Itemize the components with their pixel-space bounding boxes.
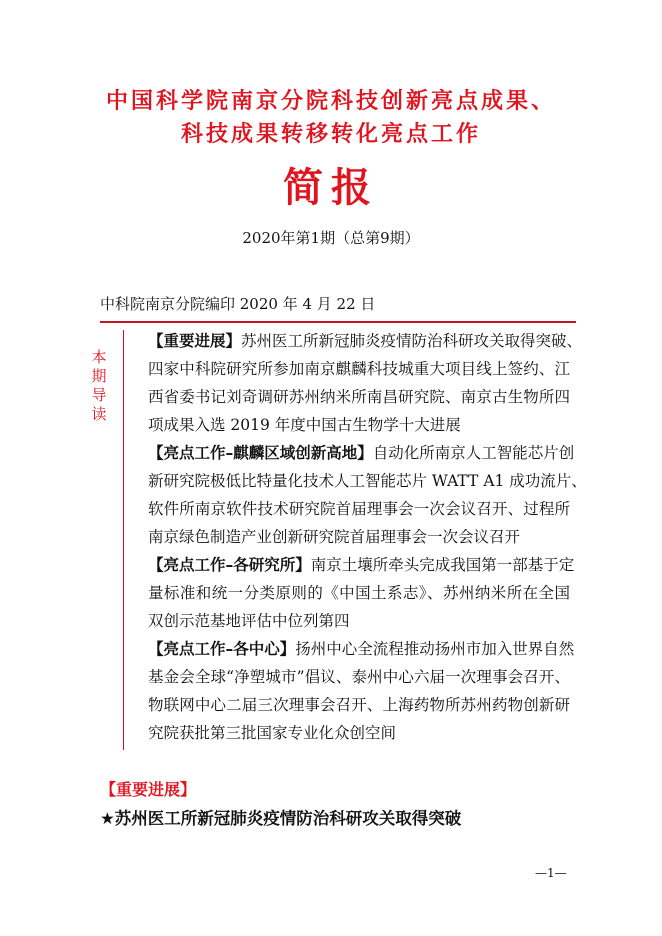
guide-vertical-rule <box>123 330 124 750</box>
section-heading: 【重要进展】 <box>100 780 197 799</box>
guide-char: 期 <box>91 367 107 385</box>
article-headline: ★苏州医工所新冠肺炎疫情防治科研攻关取得突破 <box>100 809 462 828</box>
toc-line: 南京绿色制造产业创新研究院首届理事会一次会议召开 <box>148 528 521 546</box>
page-number: —1— <box>535 866 567 880</box>
toc-line: 项成果入选 2019 年度中国古生物学十大进展 <box>148 416 461 434</box>
guide-label <box>91 348 107 424</box>
toc-label: 【亮点工作–各中心】 <box>148 640 296 658</box>
toc-label: 【亮点工作–各研究所】 <box>148 556 311 574</box>
toc-line: 究院获批第三批国家专业化众创空间 <box>148 724 397 742</box>
guide-char: 导 <box>91 386 107 404</box>
toc-entry <box>148 439 587 551</box>
toc-line: 苏州医工所新冠肺炎疫情防治科研攻关取得突破、 <box>241 332 583 350</box>
toc-line: 南京土壤所牵头完成我国第一部基于定 <box>310 556 575 574</box>
title-line-2: 科技成果转移转化亮点工作 <box>180 121 481 147</box>
toc-entry <box>148 635 575 747</box>
toc-entry <box>148 551 575 635</box>
toc-line: 双创示范基地评估中位列第四 <box>148 612 350 630</box>
guide-char: 读 <box>91 405 107 423</box>
toc-label: 【重要进展】 <box>148 332 242 350</box>
guide-char: 本 <box>91 348 107 366</box>
toc-line: 量标准和统一分类原则的《中国土系志》、苏州纳米所在全国 <box>148 584 570 602</box>
toc-line: 四家中科院研究所参加南京麒麟科技城重大项目线上签约、江 <box>148 360 570 378</box>
issue-number: 2020年第1期（总第9期） <box>242 229 420 247</box>
title-line-1: 中国科学院南京分院科技创新亮点成果、 <box>105 88 556 114</box>
toc-line: 新研究院极低比特量化技术人工智能芯片 WATT A1 成功流片、 <box>148 472 587 490</box>
big-title: 简报 <box>283 164 379 211</box>
divider-rule <box>100 321 576 323</box>
toc-line: 软件所南京软件技术研究院首届理事会一次会议召开、过程所 <box>148 500 570 518</box>
imprint-line: 中科院南京分院编印 2020 年 4 月 22 日 <box>100 295 376 313</box>
toc-line: 物联网中心二届三次理事会召开、上海药物所苏州药物创新研 <box>148 696 570 714</box>
table-of-contents <box>148 327 587 747</box>
toc-line: 扬州中心全流程推动扬州市加入世界自然 <box>295 640 575 658</box>
toc-line: 自动化所南京人工智能芯片创 <box>372 444 575 462</box>
toc-entry <box>148 327 583 439</box>
toc-line: 西省委书记刘奇调研苏州纳米所南昌研究院、南京古生物所四 <box>148 388 570 406</box>
toc-line: 基金会全球“净塑城市”倡议、泰州中心六届一次理事会召开、 <box>148 668 570 686</box>
toc-label: 【亮点工作–麒麟区域创新高地】 <box>148 444 373 462</box>
